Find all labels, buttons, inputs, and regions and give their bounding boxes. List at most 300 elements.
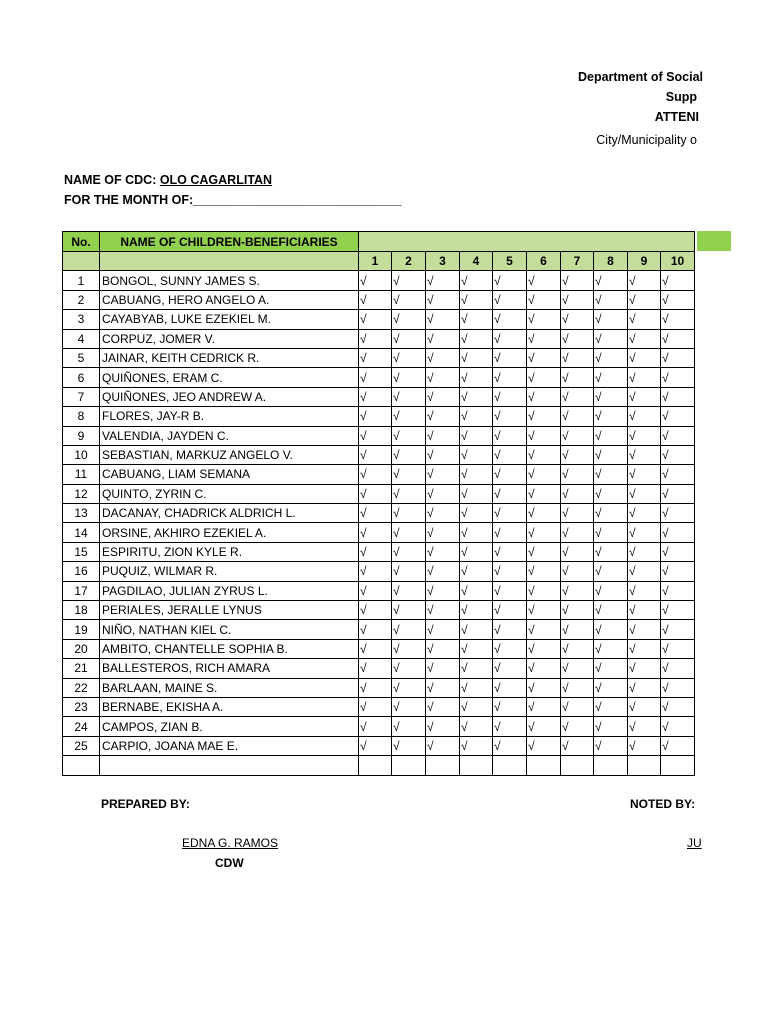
- attendance-check-cell: √: [493, 523, 527, 542]
- attendance-check-cell: √: [661, 465, 695, 484]
- attendance-check-cell: √: [661, 310, 695, 329]
- header-attendance: ATTENI: [654, 110, 699, 124]
- attendance-check-cell: √: [392, 542, 426, 561]
- attendance-check-cell: √: [359, 523, 392, 542]
- row-number: 9: [63, 426, 100, 445]
- child-name: CABUANG, HERO ANGELO A.: [100, 290, 359, 309]
- table-row: [63, 601, 695, 620]
- attendance-check-cell: √: [594, 368, 628, 387]
- attendance-check-cell: √: [527, 542, 561, 561]
- child-name: QUIÑONES, JEO ANDREW A.: [100, 387, 359, 406]
- attendance-check-cell: √: [594, 387, 628, 406]
- empty-cell: [527, 756, 561, 775]
- attendance-check-cell: √: [527, 736, 561, 755]
- child-name: DACANAY, CHADRICK ALDRICH L.: [100, 504, 359, 523]
- attendance-check-cell: √: [561, 562, 594, 581]
- attendance-check-cell: √: [460, 659, 493, 678]
- noted-by-label: NOTED BY:: [630, 797, 696, 811]
- attendance-check-cell: √: [392, 271, 426, 290]
- child-name: JAINAR, KEITH CEDRICK R.: [100, 348, 359, 367]
- attendance-check-cell: √: [594, 329, 628, 348]
- row-number: 3: [63, 310, 100, 329]
- attendance-check-cell: √: [392, 484, 426, 503]
- attendance-check-cell: √: [661, 271, 695, 290]
- attendance-check-cell: √: [493, 271, 527, 290]
- header-green-strip: [697, 231, 731, 251]
- child-name: CABUANG, LIAM SEMANA: [100, 465, 359, 484]
- attendance-check-cell: √: [392, 310, 426, 329]
- attendance-check-cell: √: [628, 620, 661, 639]
- attendance-check-cell: √: [359, 387, 392, 406]
- attendance-check-cell: √: [426, 678, 460, 697]
- attendance-check-cell: √: [561, 445, 594, 464]
- child-name: AMBITO, CHANTELLE SOPHIA B.: [100, 639, 359, 658]
- attendance-check-cell: √: [493, 581, 527, 600]
- attendance-check-cell: √: [359, 697, 392, 716]
- attendance-check-cell: √: [661, 601, 695, 620]
- attendance-check-cell: √: [561, 484, 594, 503]
- attendance-check-cell: √: [426, 659, 460, 678]
- attendance-check-cell: √: [561, 465, 594, 484]
- attendance-check-cell: √: [426, 426, 460, 445]
- attendance-check-cell: √: [628, 601, 661, 620]
- attendance-check-cell: √: [460, 736, 493, 755]
- attendance-check-cell: √: [493, 465, 527, 484]
- attendance-check-cell: √: [493, 445, 527, 464]
- table-row: [63, 581, 695, 600]
- table-row: [63, 368, 695, 387]
- attendance-check-cell: √: [594, 407, 628, 426]
- attendance-check-cell: √: [460, 504, 493, 523]
- attendance-check-cell: √: [628, 310, 661, 329]
- day-header-8: 8: [594, 252, 628, 271]
- attendance-check-cell: √: [426, 368, 460, 387]
- attendance-check-cell: √: [392, 290, 426, 309]
- child-name: BARLAAN, MAINE S.: [100, 678, 359, 697]
- month-label: FOR THE MONTH OF:: [64, 193, 194, 207]
- table-row: [63, 562, 695, 581]
- attendance-check-cell: √: [628, 523, 661, 542]
- attendance-check-cell: √: [561, 407, 594, 426]
- attendance-check-cell: √: [661, 678, 695, 697]
- empty-cell: [426, 756, 460, 775]
- attendance-check-cell: √: [426, 387, 460, 406]
- row-number: 17: [63, 581, 100, 600]
- attendance-check-cell: √: [527, 387, 561, 406]
- attendance-check-cell: √: [359, 445, 392, 464]
- attendance-check-cell: √: [527, 697, 561, 716]
- attendance-check-cell: √: [359, 271, 392, 290]
- empty-cell: [561, 756, 594, 775]
- empty-cell: [628, 756, 661, 775]
- attendance-check-cell: √: [426, 465, 460, 484]
- attendance-check-cell: √: [460, 290, 493, 309]
- empty-cell: [594, 756, 628, 775]
- attendance-check-cell: √: [661, 407, 695, 426]
- attendance-check-cell: √: [594, 484, 628, 503]
- attendance-check-cell: √: [392, 348, 426, 367]
- attendance-check-cell: √: [426, 542, 460, 561]
- attendance-check-cell: √: [594, 426, 628, 445]
- attendance-check-cell: √: [426, 581, 460, 600]
- attendance-check-cell: √: [359, 484, 392, 503]
- attendance-check-cell: √: [392, 639, 426, 658]
- attendance-check-cell: √: [359, 310, 392, 329]
- table-row: [63, 484, 695, 503]
- attendance-check-cell: √: [527, 271, 561, 290]
- noted-by-name: JU: [687, 836, 702, 850]
- cdc-label: NAME OF CDC:: [64, 173, 160, 187]
- attendance-check-cell: √: [561, 523, 594, 542]
- attendance-check-cell: √: [392, 678, 426, 697]
- attendance-check-cell: √: [359, 639, 392, 658]
- table-row: [63, 465, 695, 484]
- attendance-check-cell: √: [661, 329, 695, 348]
- empty-row: [63, 756, 695, 775]
- empty-cell: [359, 756, 392, 775]
- header-supplementary: Supp: [665, 90, 697, 104]
- attendance-check-cell: √: [594, 445, 628, 464]
- attendance-check-cell: √: [628, 504, 661, 523]
- prepared-by-title: CDW: [215, 856, 244, 870]
- attendance-check-cell: √: [661, 484, 695, 503]
- attendance-check-cell: √: [392, 407, 426, 426]
- attendance-check-cell: √: [628, 581, 661, 600]
- row-number: 25: [63, 736, 100, 755]
- attendance-check-cell: √: [359, 581, 392, 600]
- table-row: [63, 639, 695, 658]
- attendance-check-cell: √: [359, 659, 392, 678]
- child-name: BALLESTEROS, RICH AMARA: [100, 659, 359, 678]
- table-row: [63, 348, 695, 367]
- attendance-check-cell: √: [426, 310, 460, 329]
- attendance-table: [62, 231, 695, 776]
- attendance-check-cell: √: [392, 717, 426, 736]
- attendance-check-cell: √: [561, 542, 594, 561]
- attendance-check-cell: √: [661, 736, 695, 755]
- attendance-check-cell: √: [426, 736, 460, 755]
- attendance-check-cell: √: [460, 581, 493, 600]
- attendance-check-cell: √: [628, 639, 661, 658]
- attendance-check-cell: √: [527, 407, 561, 426]
- attendance-check-cell: √: [493, 659, 527, 678]
- attendance-check-cell: √: [561, 426, 594, 445]
- attendance-check-cell: √: [359, 426, 392, 445]
- attendance-check-cell: √: [460, 329, 493, 348]
- empty-cell: [392, 756, 426, 775]
- attendance-check-cell: √: [426, 523, 460, 542]
- row-number: 16: [63, 562, 100, 581]
- child-name: CAMPOS, ZIAN B.: [100, 717, 359, 736]
- row-number: 4: [63, 329, 100, 348]
- attendance-check-cell: √: [460, 426, 493, 445]
- table-row: [63, 678, 695, 697]
- attendance-check-cell: √: [426, 639, 460, 658]
- attendance-check-cell: √: [561, 504, 594, 523]
- attendance-check-cell: √: [594, 271, 628, 290]
- day-row-name-cell: [100, 252, 359, 271]
- attendance-check-cell: √: [661, 368, 695, 387]
- empty-cell: [493, 756, 527, 775]
- attendance-check-cell: √: [359, 717, 392, 736]
- attendance-check-cell: √: [661, 348, 695, 367]
- attendance-check-cell: √: [561, 310, 594, 329]
- attendance-check-cell: √: [594, 697, 628, 716]
- attendance-check-cell: √: [493, 542, 527, 561]
- attendance-check-cell: √: [460, 407, 493, 426]
- attendance-check-cell: √: [392, 387, 426, 406]
- row-number: 13: [63, 504, 100, 523]
- empty-cell: [63, 756, 100, 775]
- attendance-check-cell: √: [460, 639, 493, 658]
- attendance-check-cell: √: [392, 504, 426, 523]
- day-header-9: 9: [628, 252, 661, 271]
- attendance-check-cell: √: [392, 445, 426, 464]
- attendance-check-cell: √: [426, 504, 460, 523]
- attendance-check-cell: √: [527, 348, 561, 367]
- child-name: ORSINE, AKHIRO EZEKIEL A.: [100, 523, 359, 542]
- attendance-check-cell: √: [661, 426, 695, 445]
- attendance-check-cell: √: [460, 271, 493, 290]
- attendance-check-cell: √: [561, 290, 594, 309]
- attendance-check-cell: √: [561, 620, 594, 639]
- attendance-check-cell: √: [661, 717, 695, 736]
- days-header-band: [359, 232, 695, 252]
- attendance-check-cell: √: [527, 465, 561, 484]
- col-header-no: No.: [63, 232, 100, 252]
- attendance-check-cell: √: [561, 639, 594, 658]
- attendance-check-cell: √: [661, 290, 695, 309]
- prepared-by-label: PREPARED BY:: [101, 797, 190, 811]
- day-header-7: 7: [561, 252, 594, 271]
- month-line: [64, 193, 402, 207]
- attendance-check-cell: √: [359, 562, 392, 581]
- attendance-check-cell: √: [493, 368, 527, 387]
- attendance-check-cell: √: [661, 562, 695, 581]
- attendance-check-cell: √: [460, 697, 493, 716]
- table-row: [63, 426, 695, 445]
- attendance-check-cell: √: [460, 678, 493, 697]
- table-row: [63, 620, 695, 639]
- attendance-check-cell: √: [426, 290, 460, 309]
- day-header-2: 2: [392, 252, 426, 271]
- child-name: PERIALES, JERALLE LYNUS: [100, 601, 359, 620]
- attendance-check-cell: √: [628, 271, 661, 290]
- row-number: 12: [63, 484, 100, 503]
- attendance-check-cell: √: [426, 348, 460, 367]
- attendance-check-cell: √: [493, 562, 527, 581]
- row-number: 18: [63, 601, 100, 620]
- child-name: CAYABYAB, LUKE EZEKIEL M.: [100, 310, 359, 329]
- attendance-check-cell: √: [661, 445, 695, 464]
- attendance-check-cell: √: [359, 736, 392, 755]
- attendance-check-cell: √: [460, 523, 493, 542]
- attendance-check-cell: √: [460, 601, 493, 620]
- attendance-check-cell: √: [661, 504, 695, 523]
- attendance-check-cell: √: [493, 329, 527, 348]
- row-number: 19: [63, 620, 100, 639]
- attendance-check-cell: √: [460, 542, 493, 561]
- child-name: NIÑO, NATHAN KIEL C.: [100, 620, 359, 639]
- attendance-check-cell: √: [359, 465, 392, 484]
- attendance-check-cell: √: [661, 542, 695, 561]
- attendance-check-cell: √: [493, 678, 527, 697]
- attendance-check-cell: √: [628, 290, 661, 309]
- empty-cell: [460, 756, 493, 775]
- attendance-check-cell: √: [426, 601, 460, 620]
- attendance-check-cell: √: [628, 329, 661, 348]
- day-header-10: 10: [661, 252, 695, 271]
- attendance-check-cell: √: [392, 523, 426, 542]
- attendance-check-cell: √: [561, 601, 594, 620]
- attendance-check-cell: √: [392, 562, 426, 581]
- attendance-check-cell: √: [460, 562, 493, 581]
- table-row: [63, 290, 695, 309]
- attendance-check-cell: √: [359, 290, 392, 309]
- attendance-check-cell: √: [594, 542, 628, 561]
- attendance-check-cell: √: [594, 290, 628, 309]
- attendance-check-cell: √: [493, 426, 527, 445]
- attendance-check-cell: √: [628, 542, 661, 561]
- child-name: PUQUIZ, WILMAR R.: [100, 562, 359, 581]
- attendance-check-cell: √: [392, 329, 426, 348]
- attendance-check-cell: √: [493, 310, 527, 329]
- table-row: [63, 717, 695, 736]
- table-row: [63, 659, 695, 678]
- child-name: SEBASTIAN, MARKUZ ANGELO V.: [100, 445, 359, 464]
- table-row: [63, 310, 695, 329]
- attendance-check-cell: √: [426, 697, 460, 716]
- row-number: 5: [63, 348, 100, 367]
- attendance-check-cell: √: [661, 659, 695, 678]
- attendance-check-cell: √: [561, 329, 594, 348]
- attendance-check-cell: √: [426, 620, 460, 639]
- attendance-check-cell: √: [527, 445, 561, 464]
- attendance-check-cell: √: [661, 639, 695, 658]
- attendance-check-cell: √: [594, 601, 628, 620]
- day-row-no-cell: [63, 252, 100, 271]
- attendance-check-cell: √: [392, 620, 426, 639]
- row-number: 6: [63, 368, 100, 387]
- attendance-check-cell: √: [628, 678, 661, 697]
- attendance-check-cell: √: [460, 445, 493, 464]
- attendance-check-cell: √: [359, 542, 392, 561]
- attendance-check-cell: √: [594, 639, 628, 658]
- attendance-check-cell: √: [527, 620, 561, 639]
- cdc-name: OLO CAGARLITAN: [159, 173, 273, 187]
- row-number: 11: [63, 465, 100, 484]
- day-header-3: 3: [426, 252, 460, 271]
- attendance-check-cell: √: [527, 504, 561, 523]
- child-name: PAGDILAO, JULIAN ZYRUS L.: [100, 581, 359, 600]
- attendance-check-cell: √: [594, 620, 628, 639]
- row-number: 1: [63, 271, 100, 290]
- attendance-check-cell: √: [527, 562, 561, 581]
- attendance-check-cell: √: [493, 620, 527, 639]
- row-number: 20: [63, 639, 100, 658]
- row-number: 15: [63, 542, 100, 561]
- attendance-check-cell: √: [392, 601, 426, 620]
- attendance-check-cell: √: [493, 407, 527, 426]
- table-row: [63, 387, 695, 406]
- row-number: 22: [63, 678, 100, 697]
- attendance-check-cell: √: [460, 465, 493, 484]
- day-header-4: 4: [460, 252, 493, 271]
- attendance-check-cell: √: [594, 659, 628, 678]
- day-number-row: [63, 252, 695, 271]
- row-number: 21: [63, 659, 100, 678]
- attendance-check-cell: √: [628, 465, 661, 484]
- attendance-check-cell: √: [493, 717, 527, 736]
- attendance-check-cell: √: [527, 659, 561, 678]
- attendance-check-cell: √: [392, 581, 426, 600]
- attendance-check-cell: √: [527, 484, 561, 503]
- attendance-check-cell: √: [493, 387, 527, 406]
- attendance-check-cell: √: [460, 484, 493, 503]
- child-name: FLORES, JAY-R B.: [100, 407, 359, 426]
- attendance-check-cell: √: [527, 639, 561, 658]
- attendance-check-cell: √: [561, 717, 594, 736]
- attendance-check-cell: √: [460, 310, 493, 329]
- attendance-check-cell: √: [493, 484, 527, 503]
- attendance-check-cell: √: [493, 736, 527, 755]
- table-row: [63, 271, 695, 290]
- attendance-check-cell: √: [460, 620, 493, 639]
- day-header-1: 1: [359, 252, 392, 271]
- attendance-check-cell: √: [460, 717, 493, 736]
- attendance-check-cell: √: [527, 310, 561, 329]
- attendance-check-cell: √: [359, 329, 392, 348]
- attendance-check-cell: √: [628, 736, 661, 755]
- attendance-check-cell: √: [426, 484, 460, 503]
- col-header-name: NAME OF CHILDREN-BENEFICIARIES: [100, 232, 359, 252]
- attendance-check-cell: √: [392, 697, 426, 716]
- attendance-check-cell: √: [628, 348, 661, 367]
- attendance-check-cell: √: [493, 601, 527, 620]
- table-row: [63, 736, 695, 755]
- attendance-check-cell: √: [392, 659, 426, 678]
- attendance-check-cell: √: [359, 348, 392, 367]
- attendance-check-cell: √: [359, 601, 392, 620]
- row-number: 14: [63, 523, 100, 542]
- day-header-6: 6: [527, 252, 561, 271]
- attendance-check-cell: √: [527, 601, 561, 620]
- child-name: CORPUZ, JOMER V.: [100, 329, 359, 348]
- child-name: QUINTO, ZYRIN C.: [100, 484, 359, 503]
- attendance-check-cell: √: [359, 504, 392, 523]
- attendance-check-cell: √: [628, 368, 661, 387]
- attendance-check-cell: √: [527, 678, 561, 697]
- attendance-check-cell: √: [561, 736, 594, 755]
- table-row: [63, 445, 695, 464]
- child-name: ESPIRITU, ZION KYLE R.: [100, 542, 359, 561]
- child-name: VALENDIA, JAYDEN C.: [100, 426, 359, 445]
- attendance-check-cell: √: [594, 523, 628, 542]
- attendance-check-cell: √: [426, 717, 460, 736]
- cdc-line: [64, 173, 272, 187]
- attendance-check-cell: √: [527, 368, 561, 387]
- attendance-check-cell: √: [594, 678, 628, 697]
- attendance-check-cell: √: [594, 562, 628, 581]
- child-name: BONGOL, SUNNY JAMES S.: [100, 271, 359, 290]
- prepared-by-name: EDNA G. RAMOS: [182, 836, 279, 850]
- attendance-check-cell: √: [392, 426, 426, 445]
- attendance-check-cell: √: [661, 697, 695, 716]
- attendance-check-cell: √: [561, 368, 594, 387]
- attendance-check-cell: √: [527, 523, 561, 542]
- attendance-check-cell: √: [594, 504, 628, 523]
- table-row: [63, 542, 695, 561]
